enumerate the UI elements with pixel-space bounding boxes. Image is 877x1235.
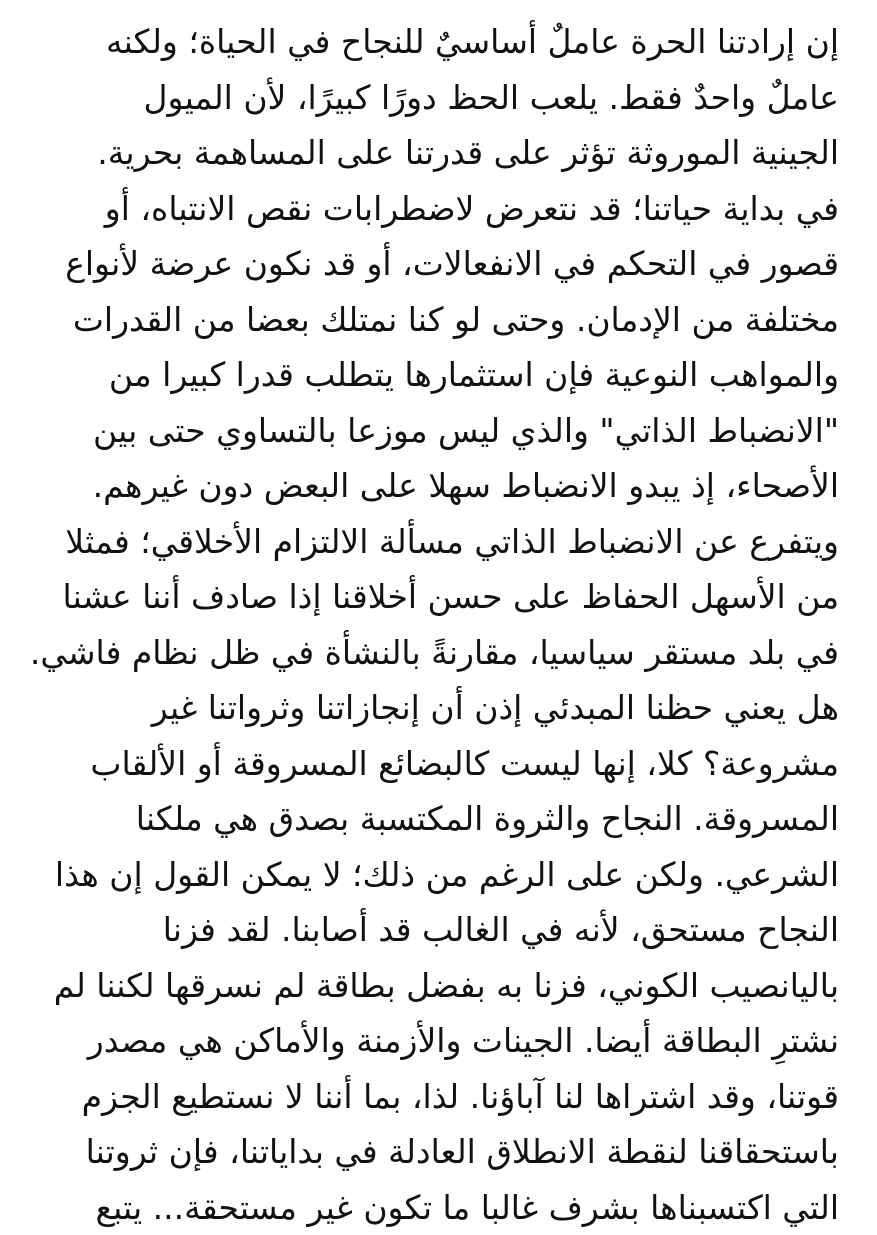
text-line: الجينية الموروثة تؤثر على قدرتنا على المساهمة بحرية. (18, 125, 839, 181)
text-line: من الأسهل الحفاظ على حسن أخلاقنا إذا صادف أننا عشنا (18, 569, 839, 625)
text-line: ويتفرع عن الانضباط الذاتي مسألة الالتزام الأخلاقي؛ فمثلا (18, 514, 839, 570)
article-text (18, 14, 839, 1235)
text-line: الأصحاء، إذ يبدو الانضباط سهلا على البعض دون غيرهم. (18, 458, 839, 514)
text-line: إن إرادتنا الحرة عاملٌ أساسيٌ للنجاح في الحياة؛ ولكنه (18, 14, 839, 70)
text-line: الشرعي. ولكن على الرغم من ذلك؛ لا يمكن القول إن هذا (18, 847, 839, 903)
text-line: مشروعة؟ كلا، إنها ليست كالبضائع المسروقة أو الألقاب (18, 736, 839, 792)
text-line: المسروقة. النجاح والثروة المكتسبة بصدق هي ملكنا (18, 791, 839, 847)
text-line: مختلفة من الإدمان. وحتى لو كنا نمتلك بعضا من القدرات (18, 292, 839, 348)
text-line: والمواهب النوعية فإن استثمارها يتطلب قدرا كبيرا من (18, 347, 839, 403)
text-line: "الانضباط الذاتي" والذي ليس موزعا بالتساوي حتى بين (18, 403, 839, 459)
text-line: التي اكتسبناها بشرف غالبا ما تكون غير مستحقة... يتبع (18, 1180, 839, 1235)
text-line: باليانصيب الكوني، فزنا به بفضل بطاقة لم نسرقها لكننا لم (18, 958, 839, 1014)
text-line: في بلد مستقر سياسيا، مقارنةً بالنشأة في ظل نظام فاشي. (18, 625, 839, 681)
text-line: باستحقاقنا لنقطة الانطلاق العادلة في بداياتنا، فإن ثروتنا (18, 1124, 839, 1180)
text-line: قوتنا، وقد اشتراها لنا آباؤنا. لذا، بما أننا لا نستطيع الجزم (18, 1069, 839, 1125)
text-line: قصور في التحكم في الانفعالات، أو قد نكون عرضة لأنواع (18, 236, 839, 292)
text-line: عاملٌ واحدٌ فقط. يلعب الحظ دورًا كبيرًا، لأن الميول (18, 70, 839, 126)
text-line: النجاح مستحق، لأنه في الغالب قد أصابنا. لقد فزنا (18, 902, 839, 958)
text-line: هل يعني حظنا المبدئي إذن أن إنجازاتنا وثرواتنا غير (18, 680, 839, 736)
text-line: في بداية حياتنا؛ قد نتعرض لاضطرابات نقص الانتباه، أو (18, 181, 839, 237)
text-line: نشترِ البطاقة أيضا. الجينات والأزمنة والأماكن هي مصدر (18, 1013, 839, 1069)
